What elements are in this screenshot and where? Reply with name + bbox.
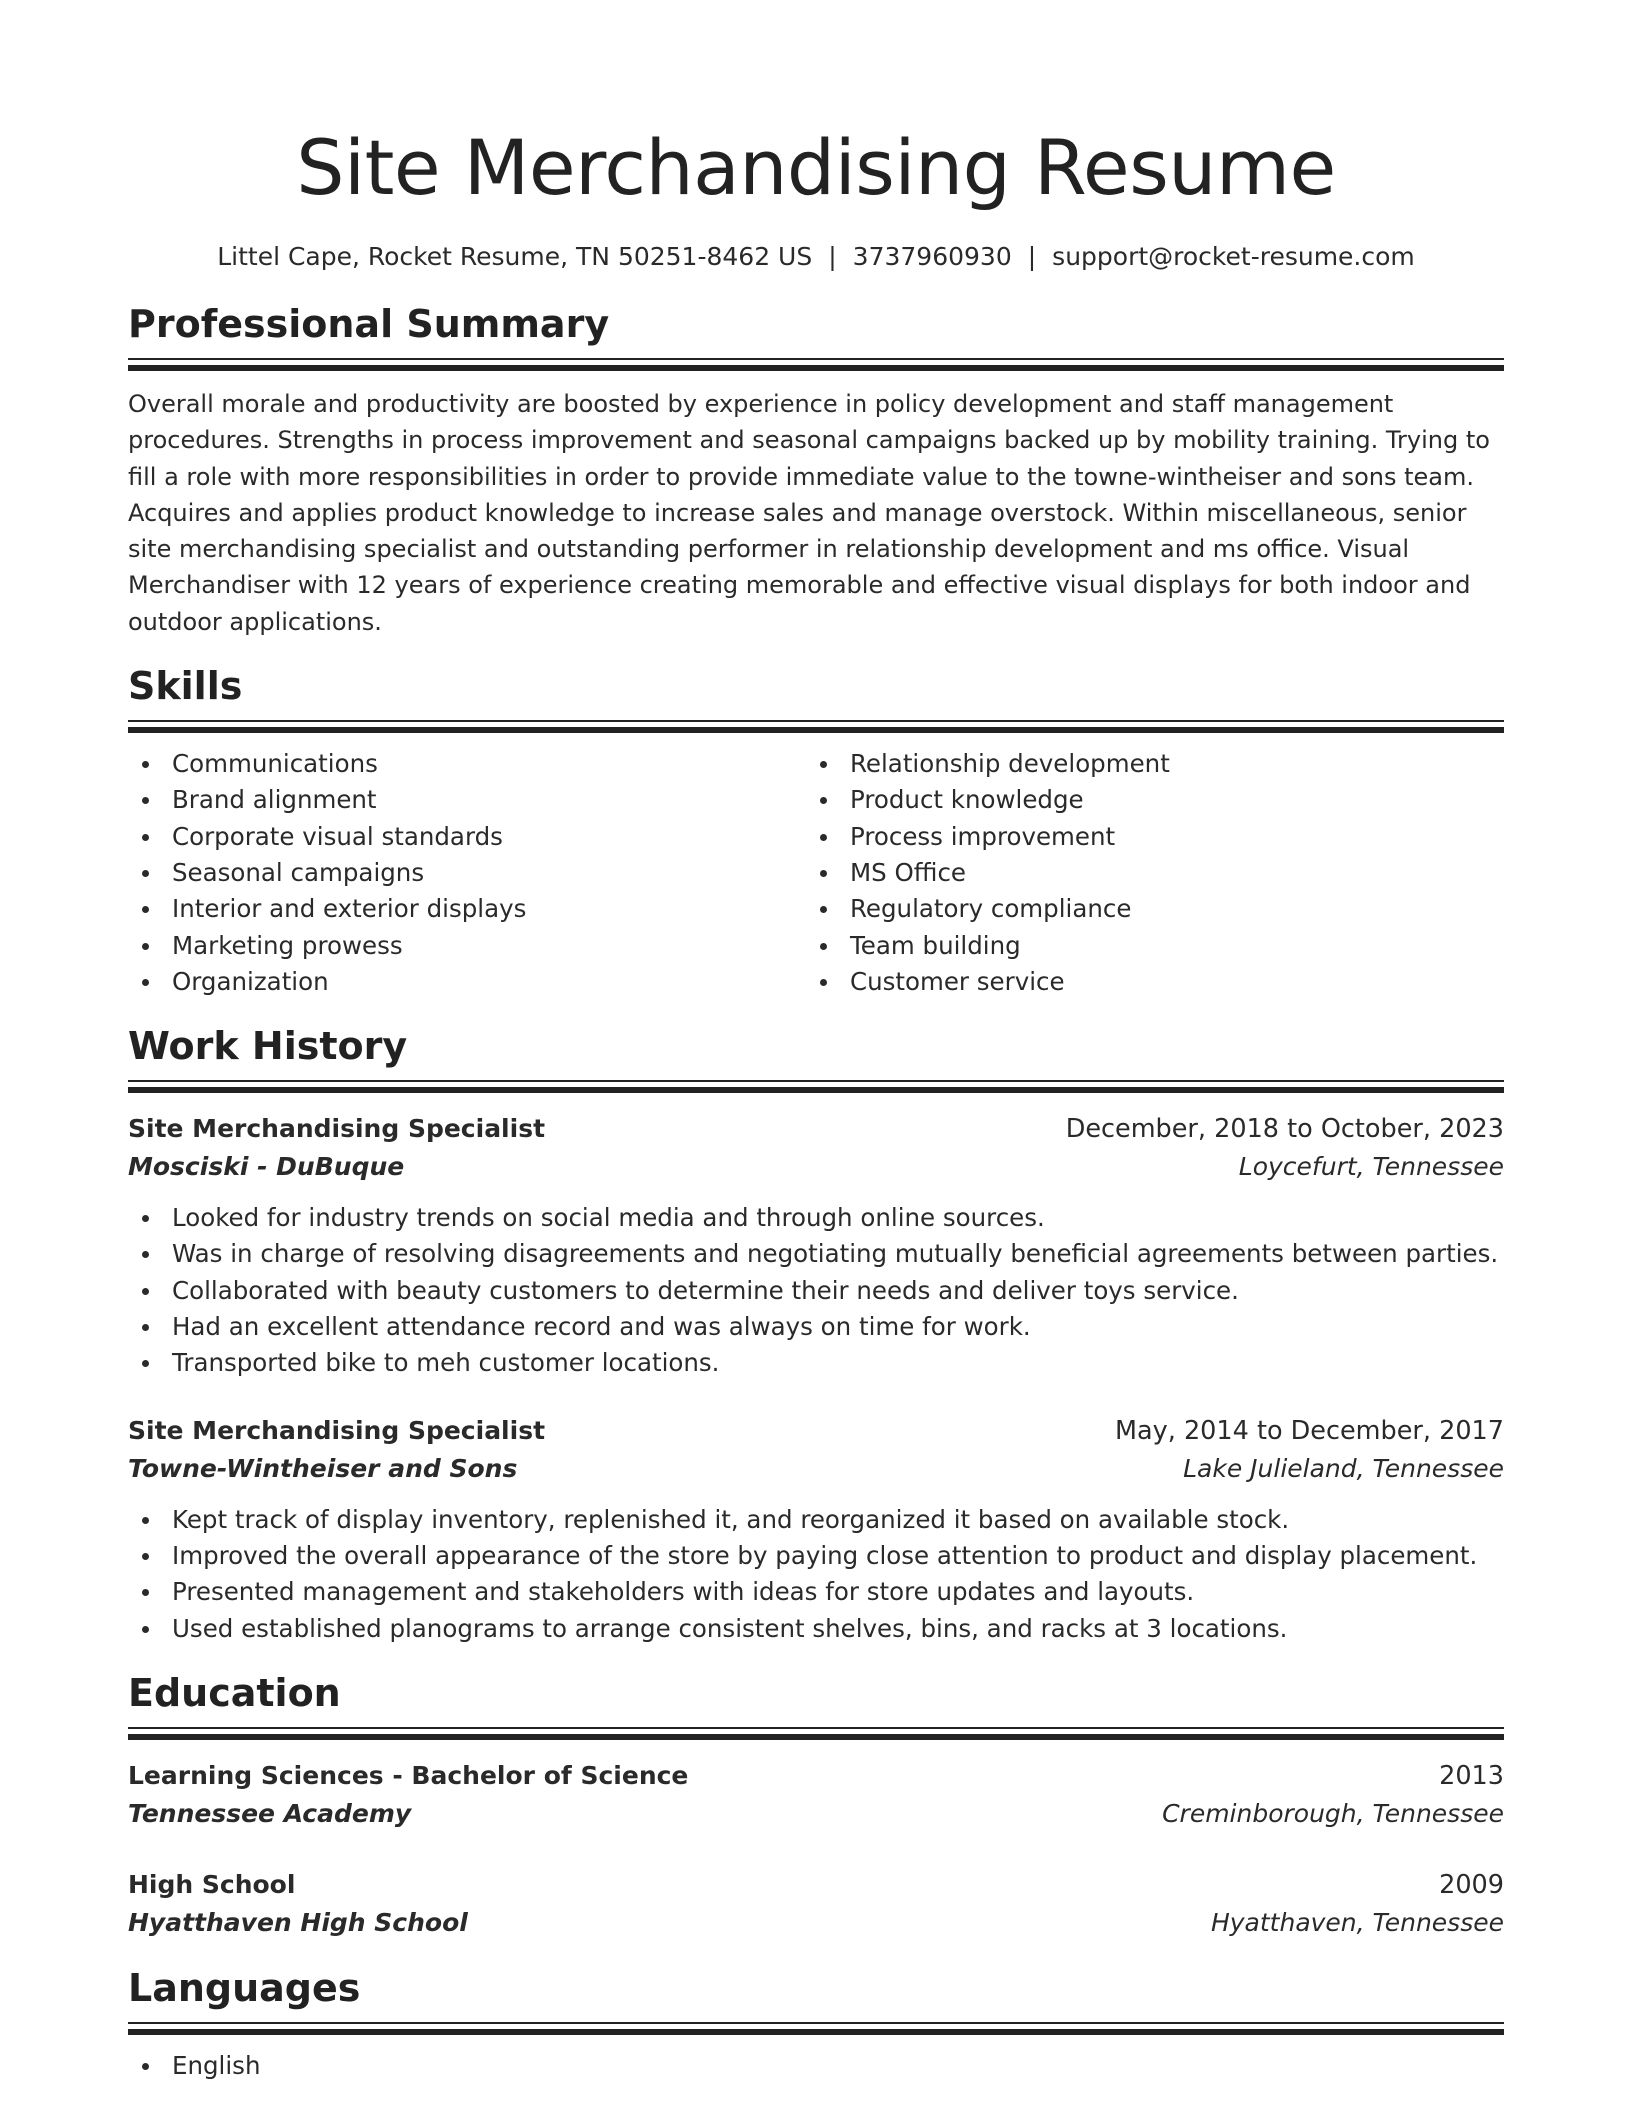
- graduation-year: 2009: [1439, 1869, 1504, 1900]
- education-heading: Education: [128, 1670, 341, 1715]
- duty-item: Had an excellent attendance record and was always on time for work.: [128, 1309, 1504, 1345]
- section-divider: [128, 720, 1504, 734]
- skill-item: Corporate visual standards: [128, 819, 806, 855]
- languages-section: [128, 1964, 1504, 2084]
- skills-right-column: [806, 746, 1484, 1000]
- language-item: English: [128, 2048, 1504, 2084]
- skills-heading: Skills: [128, 664, 243, 709]
- work-heading: Work History: [128, 1024, 408, 1069]
- summary-text: Overall morale and productivity are boosted by experience in policy development and staff management procedures. Strengths in process improvement and seasonal campaigns backed up by mobility training. Trying to fill a role with more responsibilities in order to provide immediate value to the towne-wintheiser and sons team. Acquires and applies product knowledge to increase sales and manage overstock. Within miscellaneous, senior site merchandising specialist and outstanding performer in relationship development and ms office. Visual Merchandiser with 12 years of experience creating memorable and effective visual displays for both indoor and outdoor applications.: [128, 390, 1490, 636]
- education-header-row: [128, 1866, 1504, 1904]
- job-title: Site Merchandising Specialist: [128, 1415, 546, 1445]
- contact-separator: |: [1027, 242, 1037, 271]
- duty-item: Transported bike to meh customer locations.: [128, 1345, 1504, 1381]
- skills-left-column: [128, 746, 806, 1000]
- section-divider: [128, 1727, 1504, 1741]
- skill-item: Regulatory compliance: [806, 891, 1484, 927]
- education-entry: [128, 1757, 1504, 1833]
- skills-section: [128, 662, 1504, 1000]
- skill-item: Marketing prowess: [128, 928, 806, 964]
- section-divider: [128, 2022, 1504, 2036]
- job-title: Site Merchandising Specialist: [128, 1114, 546, 1144]
- languages-heading: Languages: [128, 1965, 361, 2010]
- graduation-year: 2013: [1439, 1760, 1504, 1791]
- skill-item: Customer service: [806, 964, 1484, 1000]
- section-divider: [128, 358, 1504, 372]
- skill-item: Relationship development: [806, 746, 1484, 782]
- job-location: Lake Julieland, Tennessee: [1183, 1453, 1504, 1483]
- skills-columns: [128, 746, 1504, 1000]
- school-name: Tennessee Academy: [128, 1798, 412, 1828]
- job-dates: December, 2018 to October, 2023: [1065, 1114, 1504, 1145]
- skills-list-right: [806, 746, 1484, 1000]
- contact-separator: |: [828, 242, 837, 271]
- skill-item: Communications: [128, 746, 806, 782]
- job-company-row: [128, 1450, 1504, 1488]
- summary-heading: Professional Summary: [128, 302, 610, 346]
- contact-phone: 3737960930: [852, 242, 1012, 271]
- job-duties: [128, 1200, 1504, 1381]
- skill-item: MS Office: [806, 855, 1484, 891]
- skill-item: Organization: [128, 964, 806, 1000]
- skill-item: Process improvement: [806, 819, 1484, 855]
- summary-section: [128, 300, 1504, 640]
- duty-item: Looked for industry trends on social media and through online sources.: [128, 1200, 1504, 1236]
- skill-item: Product knowledge: [806, 782, 1484, 818]
- education-school-row: [128, 1795, 1504, 1833]
- school-location: Hyatthaven, Tennessee: [1210, 1907, 1504, 1937]
- job-header-row: [128, 1412, 1504, 1450]
- skill-item: Seasonal campaigns: [128, 855, 806, 891]
- skill-item: Interior and exterior displays: [128, 891, 806, 927]
- education-entry: [128, 1866, 1504, 1942]
- job-company-row: [128, 1148, 1504, 1186]
- school-name: Hyatthaven High School: [128, 1907, 468, 1937]
- skill-item: Team building: [806, 928, 1484, 964]
- resume-title: Site Merchandising Resume: [296, 123, 1336, 212]
- work-section: [128, 1022, 1504, 1647]
- degree-name: Learning Sciences - Bachelor of Science: [128, 1760, 689, 1790]
- job-company: Mosciski - DuBuque: [128, 1152, 405, 1182]
- education-header-row: [128, 1757, 1504, 1795]
- duty-item: Presented management and stakeholders with ideas for store updates and layouts.: [128, 1574, 1504, 1610]
- skill-item: Brand alignment: [128, 782, 806, 818]
- job-entry: [128, 1110, 1504, 1381]
- section-divider: [128, 1080, 1504, 1094]
- job-duties: [128, 1502, 1504, 1647]
- duty-item: Kept track of display inventory, replenished it, and reorganized it based on available stock.: [128, 1502, 1504, 1538]
- degree-name: High School: [128, 1869, 296, 1899]
- education-school-row: [128, 1904, 1504, 1942]
- school-location: Creminborough, Tennessee: [1162, 1798, 1504, 1828]
- resume-page: [128, 0, 1504, 2084]
- skills-list-left: [128, 746, 806, 1000]
- contact-line: [128, 240, 1504, 274]
- duty-item: Collaborated with beauty customers to determine their needs and deliver toys service.: [128, 1273, 1504, 1309]
- job-company: Towne-Wintheiser and Sons: [128, 1453, 518, 1483]
- contact-email: support@rocket-resume.com: [1052, 242, 1415, 271]
- job-entry: [128, 1412, 1504, 1647]
- job-location: Loycefurt, Tennessee: [1238, 1152, 1504, 1182]
- languages-list: [128, 2048, 1504, 2084]
- job-dates: May, 2014 to December, 2017: [1115, 1415, 1504, 1446]
- duty-item: Used established planograms to arrange consistent shelves, bins, and racks at 3 locations.: [128, 1611, 1504, 1647]
- education-section: [128, 1669, 1504, 1942]
- contact-address: Littel Cape, Rocket Resume, TN 50251-8462 US: [217, 242, 813, 271]
- duty-item: Was in charge of resolving disagreements and negotiating mutually beneficial agreements between parties.: [128, 1236, 1504, 1272]
- duty-item: Improved the overall appearance of the store by paying close attention to product and display placement.: [128, 1538, 1504, 1574]
- job-header-row: [128, 1110, 1504, 1148]
